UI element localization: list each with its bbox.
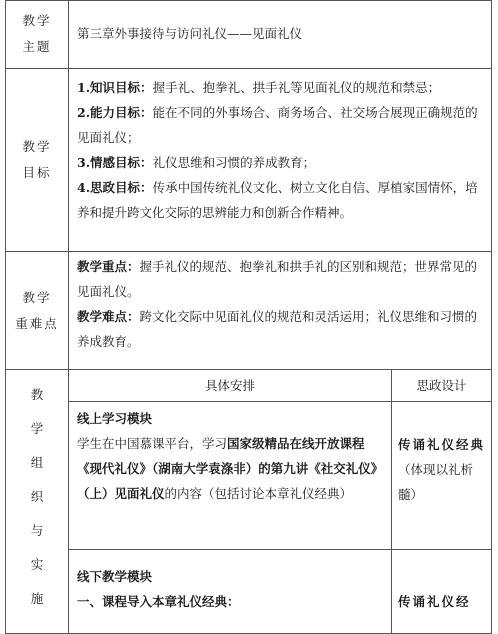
objective-ability: 2.能力目标：能在不同的外事场合、商务场合、社交场合展现正确规范的见面礼仪； [77, 105, 478, 145]
offline-module [69, 550, 392, 634]
topic-label-line2: 主题 [22, 39, 52, 54]
offline-ideology: 传诵礼仪经 [392, 550, 492, 634]
online-module [69, 402, 392, 550]
objectives-row [6, 69, 492, 252]
objective-ideology: 4.思政目标：传承中国传统礼仪文化、树立文化自信、厚植家国情怀，培养和提升跨文化交际的思辨能力和创新合作精神。 [77, 180, 478, 220]
implementation-label: 教 学 组 织 与 实 施 [6, 370, 69, 634]
topic-row [6, 1, 492, 69]
offline-item-1: 一、课程导入本章礼仪经典： [77, 594, 240, 609]
topic-label-line1: 教学 [22, 13, 52, 28]
topic-text: 第三章外事接待与访问礼仪——见面礼仪 [69, 1, 492, 69]
col-header-arrangement: 具体安排 [69, 370, 392, 402]
implementation-header-row [6, 370, 492, 402]
offline-module-row [6, 550, 492, 634]
teaching-difficulty: 教学难点：跨文化交际中见面礼仪的规范和灵活运用；礼仪思维和习惯的养成教育。 [77, 309, 478, 349]
objective-emotion: 3.情感目标：礼仪思维和习惯的养成教育； [77, 155, 316, 170]
topic-label [6, 1, 69, 69]
teaching-focus: 教学重点：握手礼仪的规范、抱拳礼和拱手礼的区别和规范；世界常见的见面礼仪。 [77, 259, 478, 299]
offline-module-title: 线下教学模块 [77, 569, 153, 584]
online-module-text: 学生在中国慕课平台，学习国家级精品在线开放课程《现代礼仪》（湖南大学袁涤非）的第九讲《社交礼仪》（上）见面礼仪的内容（包括讨论本章礼仪经典） [77, 436, 384, 501]
lesson-plan-table [5, 0, 492, 634]
online-module-row [6, 402, 492, 550]
key-points-label: 教学 重难点 [6, 252, 69, 370]
online-ideology: 传诵礼仪经典（体现以礼析髓） [392, 402, 492, 550]
key-points-row [6, 252, 492, 370]
col-header-ideology: 思政设计 [392, 370, 492, 402]
objectives-label: 教学 目标 [6, 69, 69, 252]
online-module-title: 线上学习模块 [77, 411, 153, 426]
key-points-content [69, 252, 492, 370]
objective-knowledge: 1.知识目标：握手礼、抱拳礼、拱手礼等见面礼仪的规范和禁忌； [77, 80, 441, 95]
objectives-content [69, 69, 492, 252]
